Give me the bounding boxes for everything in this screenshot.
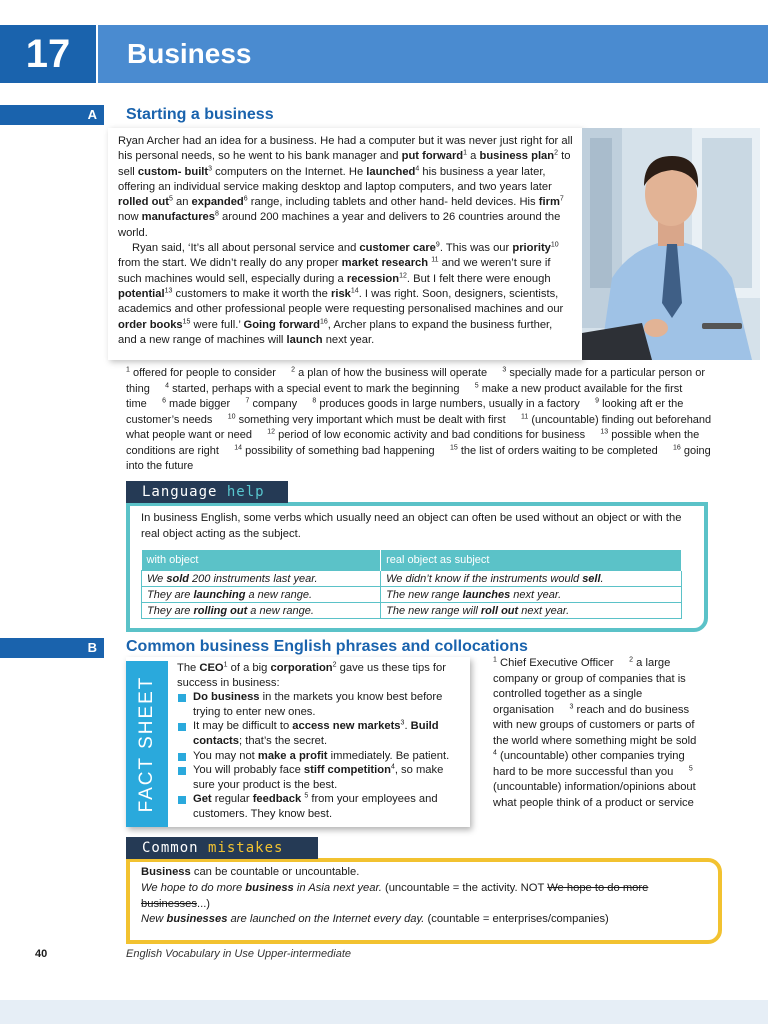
table-header: with object [142, 550, 381, 571]
section-a-footnotes: $^1$ offered for people to consider $^2$ a plan of how the business will operate $^3$ specially made for a particular person or thing $^4$ started, perhaps with a special event to mark the beginning $^5$ make a new product available for the first time $^6$ made bigger $^7$ company $^8$ produces goods in large numbers, usually in a factory $^9$ looking aft er the customer’s needs $^{10}$ something very important which must be dealt with first $^{11}$ (uncountable) finding out beforehand what people want or need $^{12}$ period of low economic activity and bad conditions for business $^{13}$ possible when the conditions are right $^{14}$ possibility of something bad happening $^{15}$ the list of orders waiting to be completed $^{16}$ going into the future [126, 366, 712, 472]
unit-number: 17 [0, 25, 96, 83]
section-b-title: Common business English phrases and collocations [126, 638, 528, 655]
list-item: It may be difficult to access new markets$^3$. Build contacts; that’s the secret. [177, 719, 467, 748]
page-margin [0, 1000, 768, 1024]
story-text: Ryan Archer had an idea for a business. He had a computer but it was never just right for all his personal needs, so he went to his bank manager and put forward$^1$ a business plan$^2$ to sell custom- built$^3$ computers on the Internet. He launched$^4$ his business a year later, offering an individual service making desktop and laptop computers, and two years later rolled out$^5$ an expanded$^6$ range, including tablets and other hand- held devices. His firm$^7$ now manufactures$^8$ around 200 machines a year and delivers to 26 countries around the world. Ryan said, ‘It’s all about personal service and customer care$^9$. This was our priority$^{10}$ from the start. We didn’t really do any proper market research $^{11}$ and we weren’t sure if such machines would sell, especially during a recession$^{12}$. But I felt there were enough potential$^{13}$ customers to make it worth the risk$^{14}$. I was right. Soon, designers, scientists, academics and other professional people were requesting personalised machines and our order books$^{15}$ were full.’ Going forward$^{16}$, Archer plans to expand the business further, and a new range of machines will launch next year. [108, 128, 582, 360]
common-mistakes-text: Business can be countable or uncountable. We hope to do more business in Asia next year. (uncountable = the activity. NOT We hope to do more businesses...) New businesses are launched on the Internet every day. (countable = enterprises/companies) [141, 866, 649, 926]
section-a-title: Starting a business [126, 106, 274, 123]
book-title: English Vocabulary in Use Upper-intermediate [126, 948, 352, 960]
page-number: 40 [35, 948, 48, 960]
businessman-photo [582, 128, 760, 360]
list-item: Do business in the markets you know best before trying to enter new ones. [177, 690, 467, 719]
table-row: We sold 200 instruments last year. We didn’t know if the instruments would sell. [142, 571, 682, 587]
unit-title: Business [127, 38, 252, 69]
fact-sheet-label: FACT SHEET [136, 675, 157, 813]
table-row: They are rolling out a new range. The new range will roll out next year. [142, 603, 682, 619]
fact-sheet-text: The CEO$^1$ of a big corporation$^2$ gave us these tips for success in business: Do business in the markets you know best before trying to enter new ones. It may be difficult to access new markets$^3$. Build contacts; that’s the secret. You may not make a profit immediately. Be patient. You will probably face stiff competition$^4$, so make sure your product is the best. Get regular feedback $^5$ from your employees and customers. They know best. [177, 661, 467, 822]
list-item: Get regular feedback $^5$ from your employees and customers. They know best. [177, 792, 467, 821]
section-a-tab: A [0, 105, 104, 125]
list-item: You may not make a profit immediately. Be patient. [177, 749, 467, 764]
table-row: They are launching a new range. The new range launches next year. [142, 587, 682, 603]
language-help-tab: Language help [126, 481, 288, 503]
language-help-table [141, 550, 682, 619]
common-mistakes-tab: Common mistakes [126, 837, 318, 859]
list-item: You will probably face stiff competition$^4$, so make sure your product is the best. [177, 763, 467, 792]
table-header: real object as subject [381, 550, 682, 571]
section-b-tab: B [0, 638, 104, 658]
section-b-glossary: $^1$ Chief Executive Officer $^2$ a large company or group of companies that is controlled together as a single organisation $^3$ reach and do business with new groups of customers or parts of the world where something might be sold $^4$ (uncountable) other companies trying hard to be more successful than you $^5$ (uncountable) information/opinions about what people think of a product or service [493, 656, 697, 809]
language-help-intro: In business English, some verbs which usually need an object can often be used without an object or with the real object acting as the subject. [141, 512, 682, 540]
